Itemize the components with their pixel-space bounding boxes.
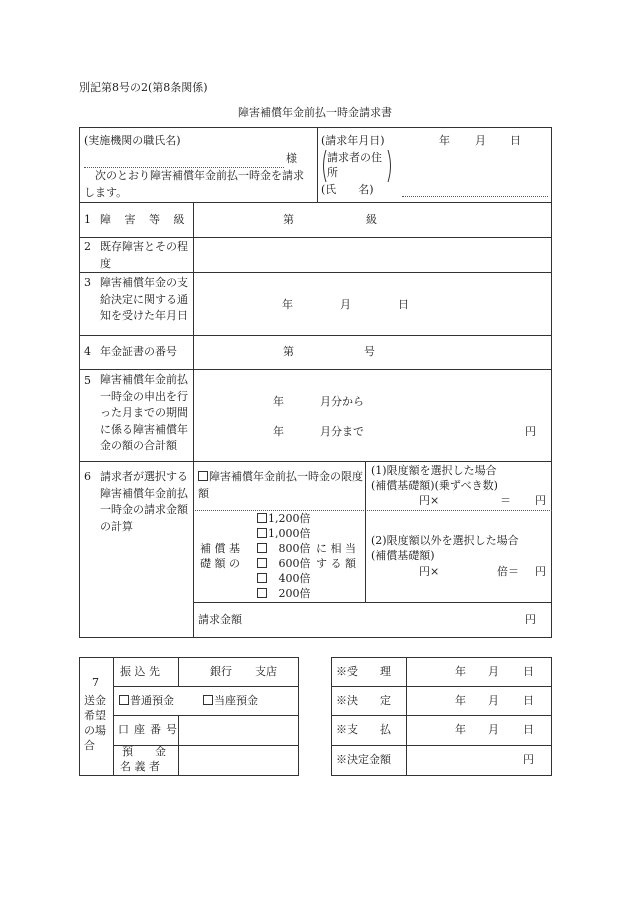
disability-grade-label: 障 害 等 級 (100, 213, 190, 226)
option-limit[interactable]: 障害補償年金前払一時金の限度額 (198, 470, 363, 500)
pension-cert-label: 年金証書の番号 (100, 345, 177, 358)
notification-date-label: 障害補償年金の支給決定に関する通知を受けた年月日 (100, 276, 188, 322)
applicant-address-label: 請求者の住所 (327, 151, 382, 179)
mult-800[interactable]: 800倍 (257, 542, 311, 556)
pension-total-label: 障害補償年金前払一時金の申出を行った月までの期間に係る障害補償年金の額の合計額 (100, 373, 188, 452)
mult-600[interactable]: 600倍 (257, 557, 311, 571)
request-statement: 次のとおり障害補償年金前払一時金を請求します。 (84, 169, 304, 199)
form-reference: 別記第8号の2(第8条関係) (79, 81, 208, 94)
existing-disability-label: 既存障害とその程度 (100, 240, 188, 270)
mult-1200[interactable]: 1,200倍 (257, 512, 311, 526)
applicant-name-label: (氏 名) (321, 183, 374, 196)
form-title: 障害補償年金前払一時金請求書 (238, 106, 392, 119)
sama-text: 様 (286, 152, 297, 165)
agency-label: (実施機関の職氏名) (84, 134, 181, 147)
mult-1000[interactable]: 1,000倍 (257, 527, 311, 541)
address-bracket (320, 149, 394, 185)
ordinary-deposit[interactable]: 普通預金 (119, 694, 174, 708)
mult-200[interactable]: 200倍 (257, 587, 311, 601)
request-date-label: (請求年月日) (321, 134, 385, 147)
transfer-dest-label: 振 込 先 (120, 665, 160, 678)
account-number-label: 口座番号 (118, 723, 182, 736)
transfer-side-label: 送金希望の場合 (84, 694, 106, 752)
claim-amount-label: 請求金額 (198, 613, 242, 626)
mult-400[interactable]: 400倍 (257, 572, 311, 586)
claim-calc-label: 請求者が選択する障害補償年金前払一時金の請求金額の計算 (100, 470, 188, 533)
limit-checkbox[interactable] (198, 471, 208, 481)
current-deposit[interactable]: 当座預金 (203, 694, 258, 708)
